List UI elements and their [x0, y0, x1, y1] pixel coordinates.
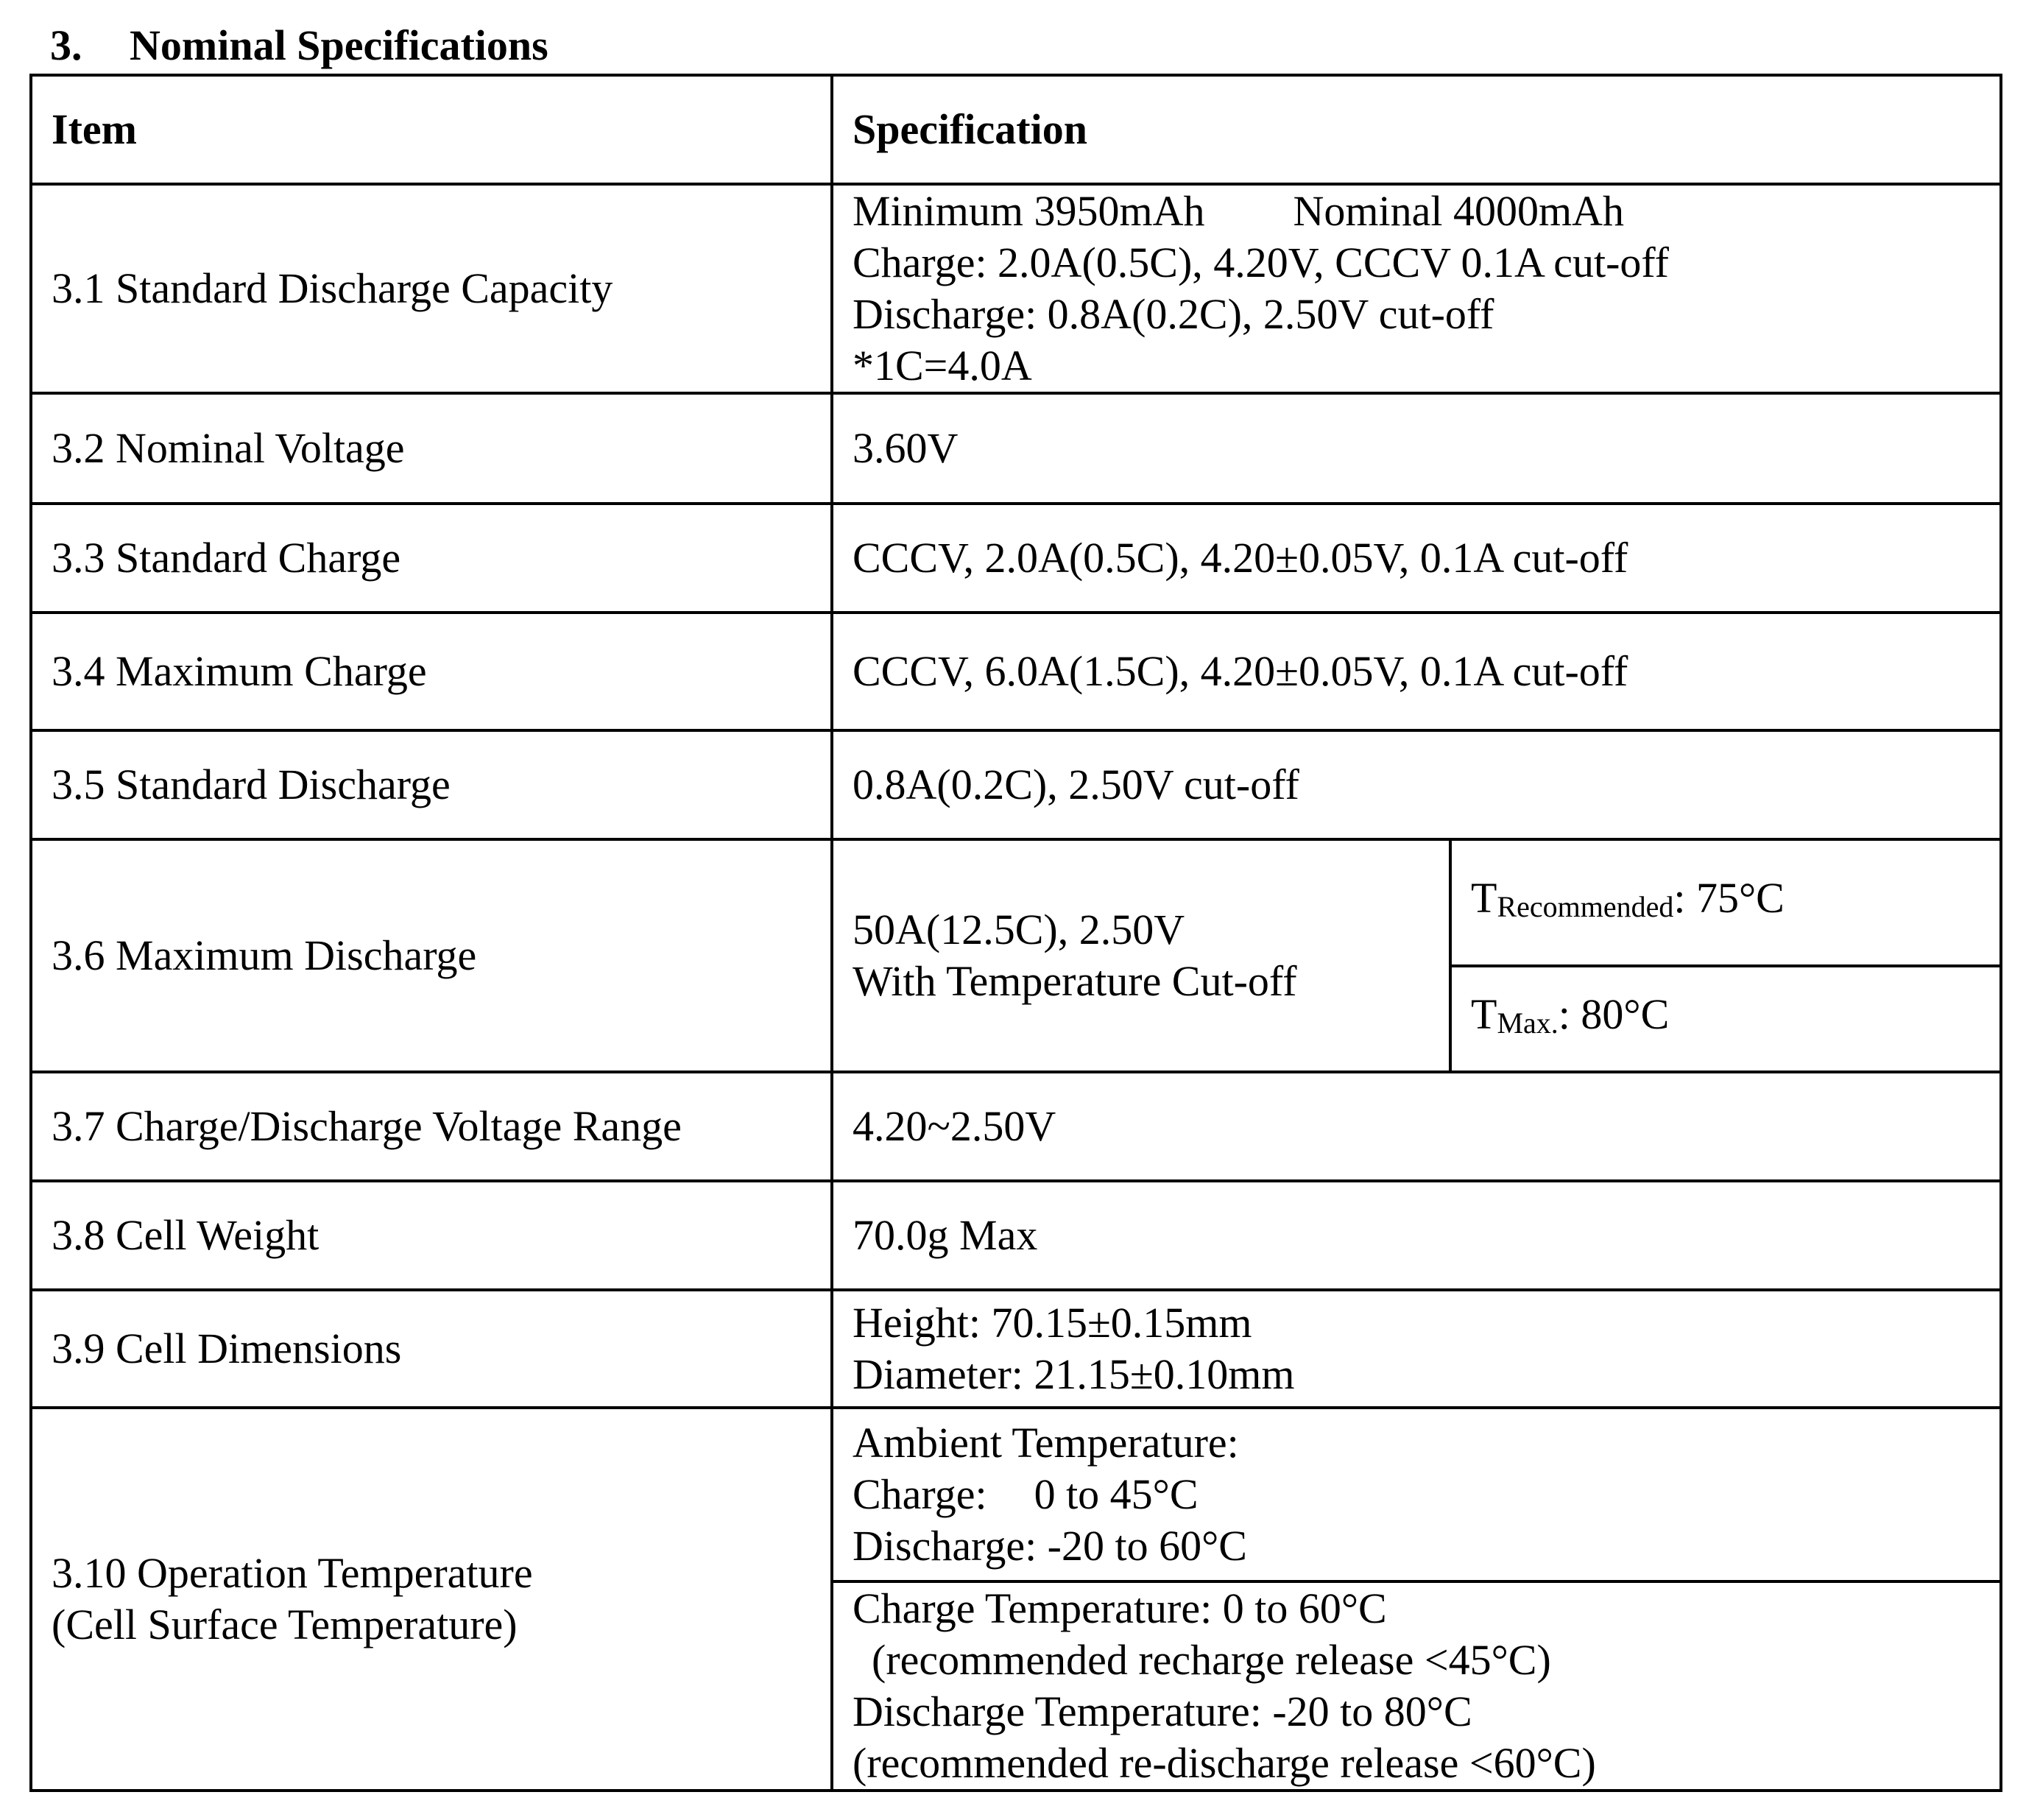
spec-line [853, 1469, 1999, 1520]
row-item [31, 1408, 832, 1791]
section-number: 3. [50, 21, 82, 69]
spec-line [853, 186, 1999, 237]
table-row [31, 1290, 2001, 1408]
row-spec: CCCV, 6.0A(1.5C), 4.20±0.05V, 0.1A cut-off [832, 613, 2001, 730]
table-row [31, 839, 2001, 966]
header-specification: Specification [832, 75, 2001, 184]
section-title-text: Nominal Specifications [130, 21, 548, 69]
temperature-symbol: T [1471, 874, 1497, 922]
row-item: 3.5 Standard Discharge [31, 730, 832, 839]
temperature-value: : 80°C [1558, 990, 1670, 1038]
table-row [31, 613, 2001, 730]
spec-line: Discharge: 0.8A(0.2C), 2.50V cut-off [853, 290, 1494, 338]
charge-range: 0 to 45°C [1034, 1470, 1199, 1518]
row-spec [832, 184, 2001, 393]
spec-line: Discharge: -20 to 60°C [853, 1522, 1247, 1570]
table-row [31, 393, 2001, 504]
recharge-release-note: (recommended recharge release <45°C) [872, 1636, 1551, 1684]
row-item: 3.3 Standard Charge [31, 504, 832, 613]
nominal-capacity: Nominal 4000mAh [1293, 187, 1625, 235]
row-spec: CCCV, 2.0A(0.5C), 4.20±0.05V, 0.1A cut-off [832, 504, 2001, 613]
spec-line: Ambient Temperature: [853, 1419, 1239, 1467]
table-row [31, 1181, 2001, 1290]
surface-temperature-cell [832, 1581, 2001, 1791]
max-temperature-cell [1450, 966, 2001, 1072]
row-spec: 3.60V [832, 393, 2001, 504]
row-spec: 70.0g Max [832, 1181, 2001, 1290]
temperature-symbol: T [1471, 990, 1497, 1038]
table-row [31, 184, 2001, 393]
temperature-subscript: Recommended [1497, 890, 1674, 923]
spec-line: Discharge Temperature: -20 to 80°C [853, 1687, 1472, 1735]
spec-line: 50A(12.5C), 2.50V [853, 906, 1185, 953]
table-header-row [31, 75, 2001, 184]
section-title [50, 16, 548, 75]
item-line: 3.10 Operation Temperature [52, 1549, 533, 1597]
spec-line: (recommended re-discharge release <60°C) [853, 1739, 1596, 1787]
row-spec [832, 839, 1450, 1072]
row-item: 3.8 Cell Weight [31, 1181, 832, 1290]
ambient-temperature-cell [832, 1408, 2001, 1581]
spec-line: *1C=4.0A [853, 342, 1032, 389]
row-item: 3.9 Cell Dimensions [31, 1290, 832, 1408]
table-row [31, 730, 2001, 839]
charge-label: Charge: [853, 1470, 987, 1518]
row-item: 3.2 Nominal Voltage [31, 393, 832, 504]
min-capacity: Minimum 3950mAh [853, 187, 1205, 235]
row-spec: 4.20~2.50V [832, 1072, 2001, 1181]
recommended-temperature-cell [1450, 839, 2001, 966]
row-spec [832, 1290, 2001, 1408]
spec-line: Diameter: 21.15±0.10mm [853, 1350, 1295, 1398]
nominal-specifications-table [29, 74, 2002, 1792]
temperature-value: : 75°C [1673, 874, 1785, 922]
row-item: 3.1 Standard Discharge Capacity [31, 184, 832, 393]
row-item: 3.7 Charge/Discharge Voltage Range [31, 1072, 832, 1181]
row-item: 3.6 Maximum Discharge [31, 839, 832, 1072]
table-row [31, 504, 2001, 613]
item-line: (Cell Surface Temperature) [52, 1601, 518, 1648]
header-item: Item [31, 75, 832, 184]
spec-line: With Temperature Cut-off [853, 957, 1297, 1005]
table-row [31, 1072, 2001, 1181]
spec-line: Charge Temperature: 0 to 60°C [853, 1584, 1387, 1632]
temperature-subscript: Max. [1497, 1006, 1559, 1040]
spec-line: Charge: 2.0A(0.5C), 4.20V, CCCV 0.1A cut-off [853, 239, 1669, 286]
row-item: 3.4 Maximum Charge [31, 613, 832, 730]
row-spec: 0.8A(0.2C), 2.50V cut-off [832, 730, 2001, 839]
spec-line [853, 1634, 1999, 1686]
table-row [31, 1408, 2001, 1581]
spec-line: Height: 70.15±0.15mm [853, 1299, 1252, 1347]
